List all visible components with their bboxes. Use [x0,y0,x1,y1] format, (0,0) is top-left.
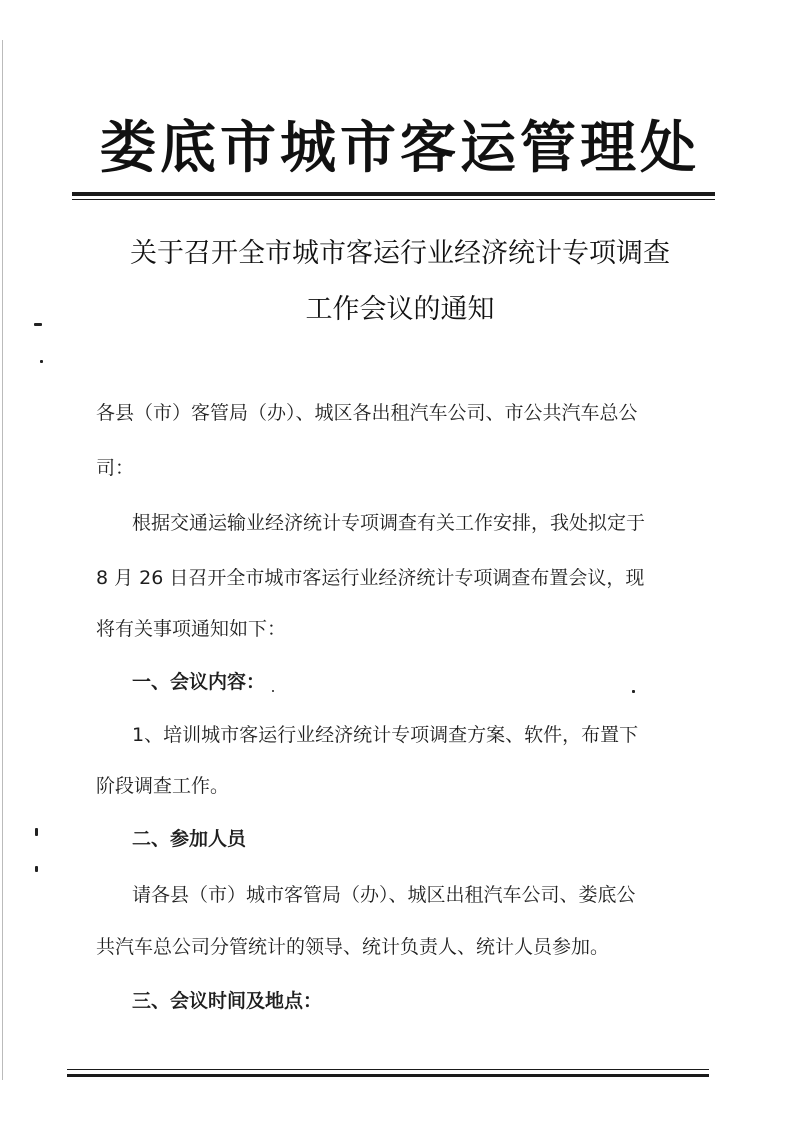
paragraph-line: 请各县（市）城市客管局（办）、城区出租汽车公司、娄底公 [132,884,636,906]
footer-rule-thin [67,1069,709,1070]
section-heading-time-location: 三、会议时间及地点： [132,990,323,1012]
section-heading-content: 一、会议内容： [132,671,266,693]
scan-edge-line [2,40,3,1080]
letterhead-rule-thick [72,192,715,196]
scan-speck [34,323,42,326]
section-heading-participants: 二、参加人员 [132,828,247,850]
paragraph-line: 共汽车总公司分管统计的领导、统计负责人、统计人员参加。 [96,936,610,958]
addressee-line-1: 各县（市）客管局（办）、城区各出租汽车公司、市公共汽车总公 [96,402,638,424]
footer-rule-thick [67,1074,709,1077]
document-title-line-2: 工作会议的通知 [305,294,495,325]
paragraph-line: 根据交通运输业经济统计专项调查有关工作安排，我处拟定于 [132,512,646,534]
scan-speck [35,866,38,872]
scan-speck [35,828,38,836]
paragraph-line: 8 月 26 日召开全市城市客运行业经济统计专项调查布置会议，现 [96,567,645,589]
addressee-line-2: 司： [96,457,135,479]
letterhead-rule-thin [72,199,715,200]
paragraph-line: 将有关事项通知如下： [96,618,287,640]
scan-speck [272,690,274,692]
document-title-line-1: 关于召开全市城市客运行业经济统计专项调查 [130,238,670,269]
letterhead-org-name: 娄底市城市客运管理处 [100,115,700,181]
scan-speck [40,360,43,363]
paragraph-line: 阶段调查工作。 [96,775,230,797]
scan-speck [632,690,635,693]
paragraph-line: 1、培训城市客运行业经济统计专项调查方案、软件，布置下 [132,724,639,746]
